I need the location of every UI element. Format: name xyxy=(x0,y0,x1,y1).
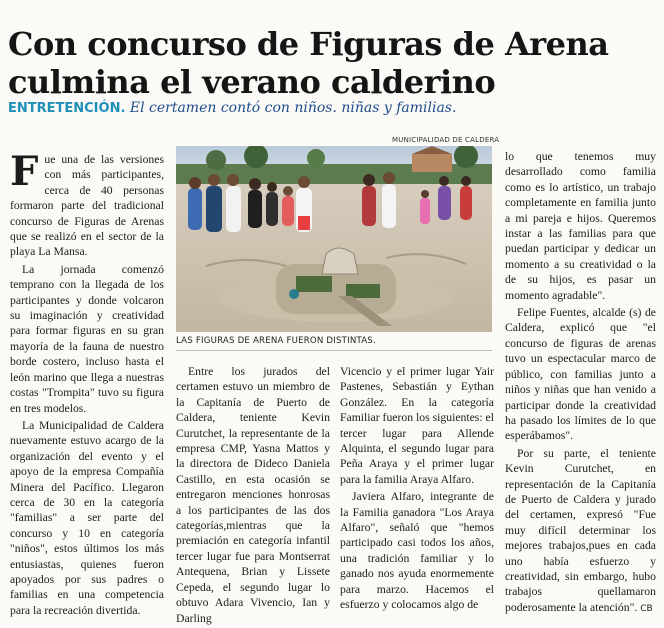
paragraph: Por su parte, el teniente Kevin Curutchet, en representación de la Capitanía de Puerto de Caldera y jurado del certamen, expresó "Fue muy difícil determinar los mejores trabajos,pues en cada uno había esfuerzo y creatividad, sin embargo, hubo trabajos quellamaron poderosamente la atención". CB xyxy=(505,446,656,614)
article-column-2 xyxy=(176,364,330,628)
lede: El certamen contó con niños. niñas y familias. xyxy=(129,100,457,116)
paragraph: Javiera Alfaro, integrante de la Familia ganadora "Los Araya Alfaro", señaló que "hemos participado casi todos los años, una tradición familiar y lo ganado nos ayuda enormemente para marzo. Hacemos el esfuerzo y colocamos algo de xyxy=(340,490,494,612)
paragraph: Vicencio y el primer lugar Yair Pastenes, Sebastián y Eythan González. En la categoría Familiar fueron los siguientes: el tercer lugar para Allende Alquinta, el segundo lugar para Peña Araya y el primer lugar para la familia Araya Alfaro. xyxy=(340,365,494,486)
caption-divider xyxy=(176,350,492,351)
paragraph: La jornada comenzó temprano con la llegada de los participantes y donde volcaron su imaginación y creatividad para formar figuras en su gran mayoría de la fauna de nuestro borde costero, incluso hasta el león marino que llega a nuestras costas "Trompita" tuvo su figura en tres modelos. xyxy=(10,262,164,415)
beach-photo-illustration xyxy=(176,146,492,332)
paragraph: Fue una de las versiones con más participantes, cerca de 40 personas formaron parte del tradicional concurso de Figuras de Arenas que se realizó en el sector de la playa La Mansa. xyxy=(10,148,164,259)
paragraph: Entre los jurados del certamen estuvo un miembro de la Capitanía de Puerto de Caldera, teniente Kevin Curutchet, la representante de la empresa CMP, Yasna Mattos y la directora de Dideco Daniela Castillo, en esta ocasión se entregaron menciones honrosas a los participantes de las dos categorías,mientras que la premiación en categoría infantil tercer lugar fue para Montserrat Antequena, Brian y Lissete Cepeda, el segundo lugar lo obtuvo Adara Vivencio, Ian y Darling xyxy=(176,365,330,625)
end-mark: CB xyxy=(640,603,653,614)
section-kicker: ENTRETENCIÓN. xyxy=(8,101,126,116)
headline: Con concurso de Figuras de Arena culmina el verano calderino xyxy=(8,25,609,102)
beach-photo xyxy=(176,146,492,332)
article-column-1 xyxy=(10,148,164,620)
paragraph: lo que tenemos muy desarrollado como familia como es lo artístico, un trabajo completamente en familia junto a mi pareja e hijos. Queremos instar a las familias para que puedan participar y dedicar un momento a su creatividad o la de su hijos, es pasar un momento agradable". xyxy=(505,150,656,302)
subheadline xyxy=(8,99,658,118)
drop-cap: F xyxy=(10,148,39,195)
paragraph: Felipe Fuentes, alcalde (s) de Caldera, explicó que "el concurso de figuras de arenas tuvo un espectacular marco de público, con familias junto a niños y niñas que han venido a participar donde la creatividad ha pasado los límites de lo que esperábamos". xyxy=(505,306,656,443)
photo-caption: LAS FIGURAS DE ARENA FUERON DISTINTAS. xyxy=(176,336,376,346)
paragraph: La Municipalidad de Caldera nuevamente estuvo acargo de la organización del evento y el apoyo de la empresa Compañía Minera del Pacífico. Llegaron cerca de 30 en la categoría "familias" a ser parte del concurso y 10 en categoría "niños", estos últimos los más entusiastas, quienes fueron apoyados por sus padres o familias en una competencia para la recreación divertida. xyxy=(10,418,164,617)
article-column-3 xyxy=(340,364,494,615)
article-column-4 xyxy=(505,149,656,619)
photo-credit: MUNICIPALIDAD DE CALDERA xyxy=(392,136,500,144)
